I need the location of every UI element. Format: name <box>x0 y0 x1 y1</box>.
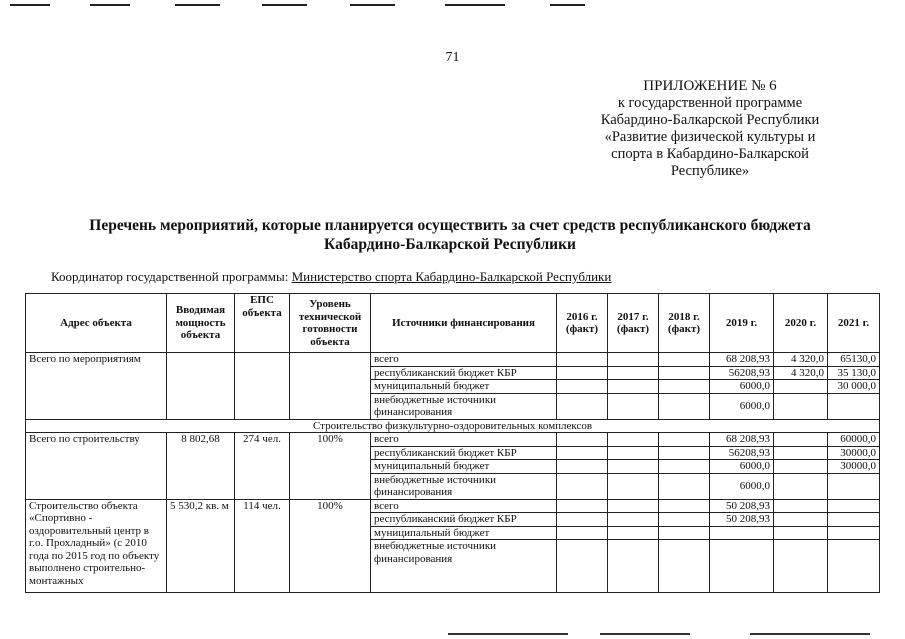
cell-2017 <box>608 366 659 380</box>
scan-edge-line <box>90 4 130 6</box>
cell-2017 <box>608 460 659 474</box>
cell-2021 <box>828 499 880 513</box>
cell-2016 <box>557 513 608 527</box>
cell-2016 <box>557 473 608 499</box>
title-line: Перечень мероприятий, которые планируется осуществить за счет средств республиканского бюджета <box>89 217 811 234</box>
cell-source: внебюджетные источники финансирования <box>371 393 557 419</box>
cell-2020 <box>774 499 828 513</box>
table-header-row <box>26 294 880 353</box>
scan-edge-line <box>350 4 395 6</box>
cell-source: всего <box>371 433 557 447</box>
section-row <box>26 419 880 433</box>
cell-source: муниципальный бюджет <box>371 380 557 394</box>
scan-edge-line <box>600 633 690 635</box>
cell-2020 <box>774 446 828 460</box>
cell-capacity: 5 530,2 кв. м <box>167 499 235 592</box>
cell-2019: 50 208,93 <box>710 499 774 513</box>
header-eps: ЕПС объекта <box>235 294 290 353</box>
cell-source: внебюджетные источники финансирования <box>371 540 557 593</box>
cell-2016 <box>557 366 608 380</box>
cell-2020 <box>774 433 828 447</box>
cell-2020 <box>774 393 828 419</box>
annex-line: к государственной программе <box>617 95 803 111</box>
header-address: Адрес объекта <box>26 294 167 353</box>
cell-2018 <box>659 460 710 474</box>
cell-source: республиканский бюджет КБР <box>371 366 557 380</box>
cell-2021: 30000,0 <box>828 460 880 474</box>
cell-2019: 68 208,93 <box>710 433 774 447</box>
cell-2018 <box>659 513 710 527</box>
cell-capacity: 8 802,68 <box>167 433 235 500</box>
cell-2017 <box>608 353 659 367</box>
annex-line: спорта в Кабардино-Балкарской <box>611 146 809 162</box>
coordinator-value: Министерство спорта Кабардино-Балкарской Республики <box>291 269 612 284</box>
cell-readiness <box>290 353 371 420</box>
cell-2019: 6000,0 <box>710 380 774 394</box>
cell-2018 <box>659 393 710 419</box>
cell-source: всего <box>371 353 557 367</box>
cell-address: Всего по строительству <box>26 433 167 500</box>
cell-2017 <box>608 393 659 419</box>
cell-2016 <box>557 526 608 540</box>
annex-line: Республике» <box>670 163 750 179</box>
funding-table <box>25 293 880 593</box>
cell-2016 <box>557 380 608 394</box>
cell-2018 <box>659 499 710 513</box>
cell-source: всего <box>371 499 557 513</box>
table-row <box>26 353 880 367</box>
cell-2018 <box>659 540 710 593</box>
cell-2019: 50 208,93 <box>710 513 774 527</box>
cell-readiness: 100% <box>290 433 371 500</box>
cell-2020 <box>774 380 828 394</box>
page-number: 71 <box>445 50 460 65</box>
header-2019: 2019 г. <box>710 294 774 353</box>
cell-address: Строительство объекта «Спортивно - оздоровительный центр в г.о. Прохладный» (с 2010 года по 2015 год по объекту выполнено строительно-монтажных <box>26 499 167 592</box>
cell-2018 <box>659 380 710 394</box>
cell-2017 <box>608 380 659 394</box>
cell-2021 <box>828 473 880 499</box>
cell-2017 <box>608 513 659 527</box>
cell-2018 <box>659 433 710 447</box>
cell-2019: 6000,0 <box>710 393 774 419</box>
cell-2016 <box>557 353 608 367</box>
cell-2018 <box>659 366 710 380</box>
table-row <box>26 433 880 447</box>
cell-readiness: 100% <box>290 499 371 592</box>
cell-2016 <box>557 460 608 474</box>
cell-2021: 60000,0 <box>828 433 880 447</box>
cell-2020: 4 320,0 <box>774 366 828 380</box>
cell-eps: 114 чел. <box>235 499 290 592</box>
scan-edge-line <box>750 633 870 635</box>
header-2018: 2018 г. (факт) <box>659 294 710 353</box>
cell-capacity <box>167 353 235 420</box>
annex-line: «Развитие физической культуры и <box>604 129 816 145</box>
cell-2018 <box>659 353 710 367</box>
cell-2021: 30000,0 <box>828 446 880 460</box>
cell-2019: 6000,0 <box>710 460 774 474</box>
cell-source: внебюджетные источники финансирования <box>371 473 557 499</box>
cell-2020 <box>774 513 828 527</box>
cell-2021 <box>828 393 880 419</box>
cell-2020 <box>774 460 828 474</box>
cell-2020: 4 320,0 <box>774 353 828 367</box>
cell-2016 <box>557 446 608 460</box>
cell-2017 <box>608 446 659 460</box>
cell-2019 <box>710 526 774 540</box>
scan-edge-line <box>448 633 568 635</box>
cell-2016 <box>557 540 608 593</box>
cell-2017 <box>608 526 659 540</box>
scan-edge-line <box>175 4 220 6</box>
cell-eps <box>235 353 290 420</box>
cell-2019: 68 208,93 <box>710 353 774 367</box>
scan-edge-line <box>10 4 50 6</box>
header-sources: Источники финансирования <box>371 294 557 353</box>
header-2017: 2017 г. (факт) <box>608 294 659 353</box>
coordinator-line <box>51 269 611 285</box>
cell-2020 <box>774 540 828 593</box>
cell-source: муниципальный бюджет <box>371 526 557 540</box>
cell-2019 <box>710 540 774 593</box>
scan-edge-line <box>262 4 307 6</box>
title-line: Кабардино-Балкарской Республики <box>324 236 576 253</box>
cell-2018 <box>659 526 710 540</box>
cell-2016 <box>557 393 608 419</box>
cell-2016 <box>557 433 608 447</box>
annex-line: Кабардино-Балкарской Республики <box>600 112 820 128</box>
cell-source: республиканский бюджет КБР <box>371 446 557 460</box>
coordinator-label: Координатор государственной программы: <box>51 269 289 284</box>
cell-2017 <box>608 433 659 447</box>
cell-2021 <box>828 513 880 527</box>
cell-2021 <box>828 540 880 593</box>
cell-2018 <box>659 473 710 499</box>
cell-2020 <box>774 473 828 499</box>
header-2020: 2020 г. <box>774 294 828 353</box>
header-readiness: Уровень технической готовности объекта <box>290 294 371 353</box>
header-2016: 2016 г. (факт) <box>557 294 608 353</box>
cell-2019: 56208,93 <box>710 366 774 380</box>
cell-2020 <box>774 526 828 540</box>
cell-2018 <box>659 446 710 460</box>
cell-address: Всего по мероприятиям <box>26 353 167 420</box>
header-capacity: Вводимая мощность объекта <box>167 294 235 353</box>
scan-edge-line <box>550 4 585 6</box>
section-title: Строительство физкультурно-оздоровительных комплексов <box>26 419 880 433</box>
cell-2021: 35 130,0 <box>828 366 880 380</box>
cell-2021: 30 000,0 <box>828 380 880 394</box>
cell-2017 <box>608 473 659 499</box>
annex-block <box>560 78 860 180</box>
cell-2019: 56208,93 <box>710 446 774 460</box>
document-title <box>60 216 840 254</box>
table-row <box>26 499 880 513</box>
cell-2021 <box>828 526 880 540</box>
cell-2017 <box>608 540 659 593</box>
cell-eps: 274 чел. <box>235 433 290 500</box>
cell-source: республиканский бюджет КБР <box>371 513 557 527</box>
cell-2019: 6000,0 <box>710 473 774 499</box>
cell-source: муниципальный бюджет <box>371 460 557 474</box>
header-2021: 2021 г. <box>828 294 880 353</box>
scan-edge-line <box>445 4 505 6</box>
cell-2021: 65130,0 <box>828 353 880 367</box>
cell-2016 <box>557 499 608 513</box>
annex-heading: ПРИЛОЖЕНИЕ № 6 <box>643 78 777 94</box>
cell-2017 <box>608 499 659 513</box>
